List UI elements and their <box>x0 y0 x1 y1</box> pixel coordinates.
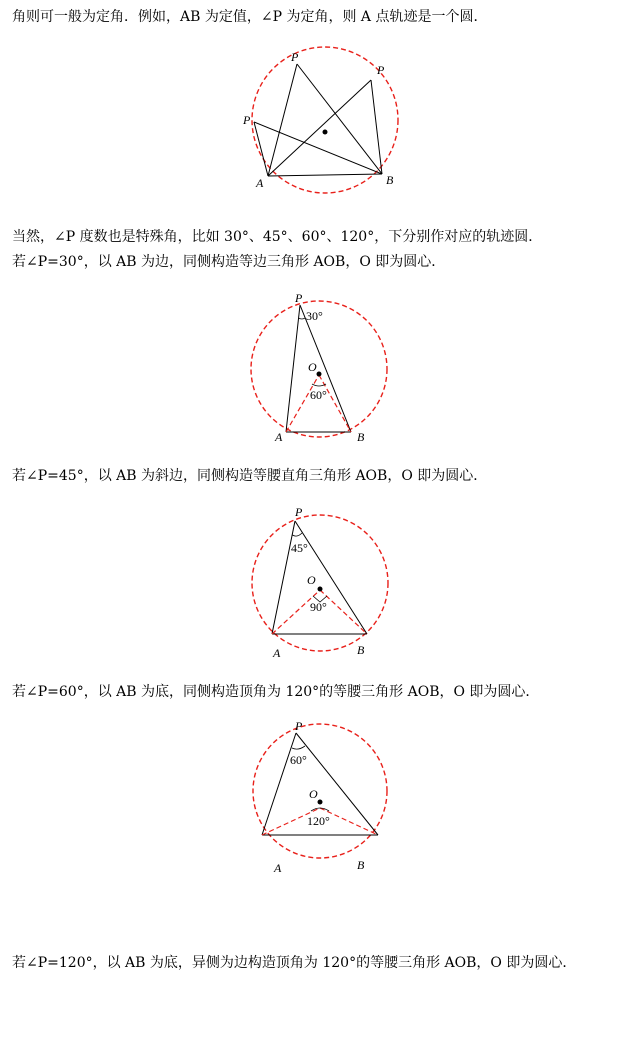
label-p: P <box>295 719 303 733</box>
paragraph-6: 若∠P=120°，以 AB 为底，异侧为边构造顶角为 120°的等腰三角形 AOB，O 即为圆心． <box>12 955 577 971</box>
angle-o-label: 60° <box>310 388 327 402</box>
label-a: A <box>275 430 283 444</box>
angle-p-label: 45° <box>291 541 308 555</box>
label-p: P <box>295 505 303 519</box>
label-o: O <box>309 787 318 801</box>
label-b: B <box>357 858 365 872</box>
paragraph-3: 若∠P=30°，以 AB 为边，同侧构造等边三角形 AOB，O 即为圆心． <box>12 254 446 270</box>
angle-o-label: 120° <box>307 814 330 828</box>
label-a: A <box>273 646 281 660</box>
paragraph-2: 当然，∠P 度数也是特殊角，比如 30°、45°、60°、120°，下分别作对应的轨迹圆． <box>12 229 543 245</box>
label-a: A <box>274 861 282 875</box>
center-o <box>318 800 323 805</box>
label-p: P <box>295 291 303 305</box>
paragraph-1: 角则可一般为定角．例如，AB 为定值，∠P 为定角，则 A 点轨迹是一个圆． <box>12 9 488 25</box>
label-b: B <box>357 643 365 657</box>
label-b: B <box>386 173 394 187</box>
label-a: A <box>256 176 264 190</box>
paragraph-5: 若∠P=60°，以 AB 为底，同侧构造顶角为 120°的等腰三角形 AOB，O 即为圆心． <box>12 684 540 700</box>
paragraph-4: 若∠P=45°，以 AB 为斜边，同侧构造等腰直角三角形 AOB，O 即为圆心． <box>12 468 488 484</box>
label-o: O <box>308 360 317 374</box>
label-b: B <box>357 430 365 444</box>
locus-circle-60 <box>253 724 387 858</box>
label-o: O <box>307 573 316 587</box>
angle-p-label: 60° <box>290 753 307 767</box>
label-p1: P <box>291 50 299 64</box>
angle-p-label: 30° <box>306 309 323 323</box>
label-p2: P <box>377 63 385 77</box>
angle-o-label: 90° <box>310 600 327 614</box>
label-p3: P <box>243 113 251 127</box>
